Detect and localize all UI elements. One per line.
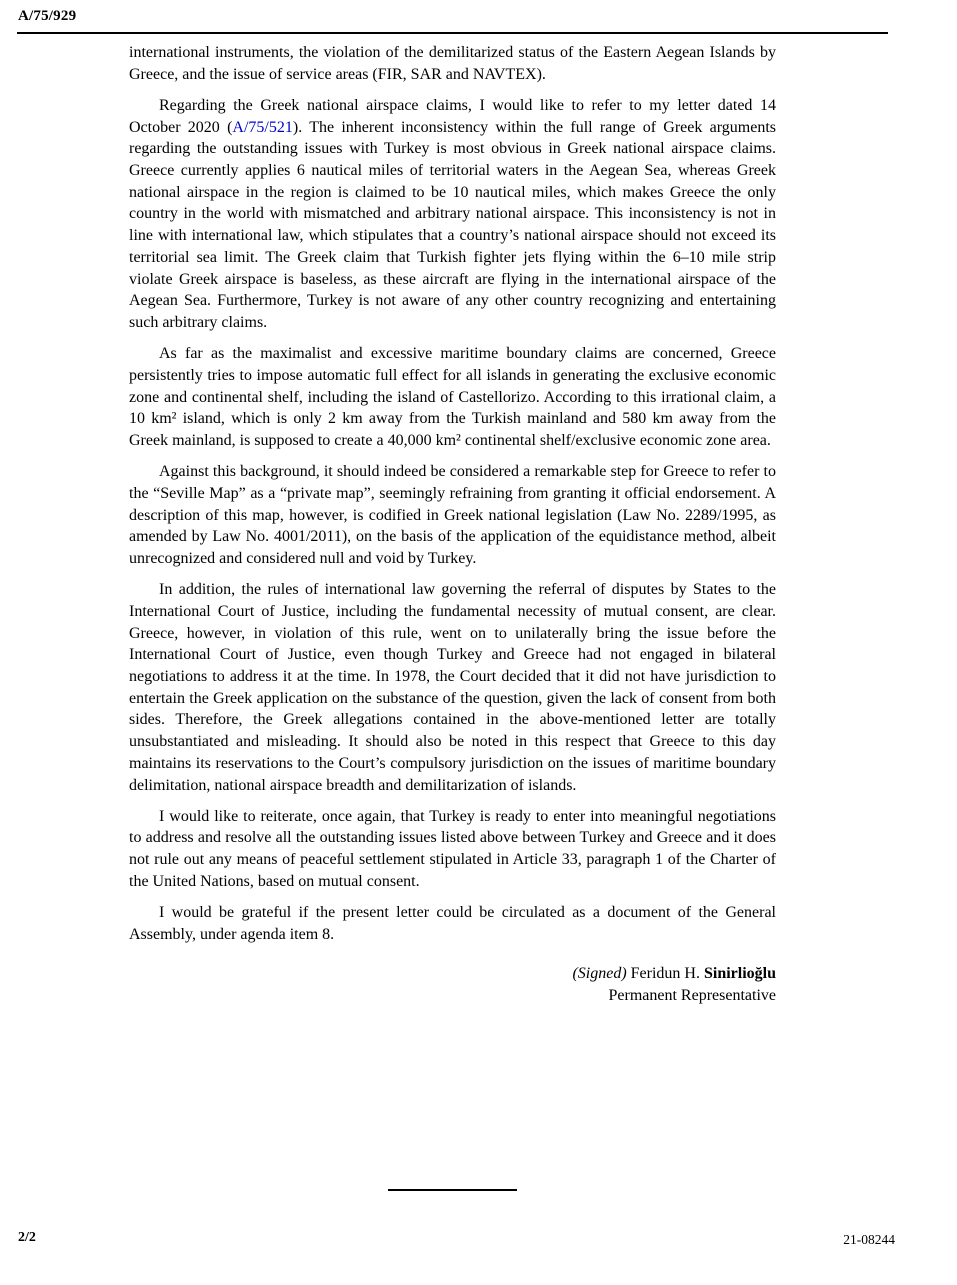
signatory-name: Feridun H.: [626, 965, 704, 983]
doc-link-a-75-521[interactable]: A/75/521: [232, 118, 293, 136]
header-rule: [17, 32, 888, 34]
document-number: 21-08244: [843, 1232, 895, 1247]
paragraph-2-text-before: Regarding the Greek national airspace claims, I would like to refer to my letter dated 14 October 2020 (: [129, 96, 776, 136]
paragraph-5: In addition, the rules of international law governing the referral of disputes by States to the International Court of Justice, including the fundamental necessity of mutual consent, are clear. Greece, however, in violation of this rule, went on to unilaterally bring the issue before the International Court of Justice, even though Turkey and Greece had not engaged in bilateral negotiations to address it at the time. In 1978, the Court decided that it did not have jurisdiction to entertain the Greek application on the substance of the question, given the lack of consent from both sides. Therefore, the Greek allegations contained in the above-mentioned letter are totally unsubstantiated and misleading. It should also be noted in this respect that Greece to this day maintains its reservations to the Court’s compulsory jurisdiction on the issues of maritime boundary delimitation, national airspace breadth and demilitarization of islands.: [129, 581, 776, 794]
signatory-surname: Sinirlioğlu: [703, 965, 776, 983]
doc-symbol: A/75/929: [18, 8, 77, 24]
page-number: 2/2: [18, 1230, 36, 1245]
paragraph-7: I would be grateful if the present letter could be circulated as a document of the General Assembly, under agenda item 8.: [129, 904, 776, 943]
paragraph-6: I would like to reiterate, once again, that Turkey is ready to enter into meaningful negotiations to address and resolve all the outstanding issues listed above between Turkey and Greece and it does not rule out any means of peaceful settlement stipulated in Article 33, paragraph 1 of the Charter of the United Nations, based on mutual consent.: [129, 807, 776, 890]
paragraph-4: Against this background, it should indeed be considered a remarkable step for Greece to refer to the “Seville Map” as a “private map”, seemingly refraining from granting it official endorsement. A description of this map, however, is codified in Greek national legislation (Law No. 2289/1995, as amended by Law No. 4001/2011), on the basis of the application of the equidistance method, albeit unrecognized and considered null and void by Turkey.: [129, 463, 776, 567]
signatory-title: Permanent Representative: [608, 987, 776, 1005]
signed-label: (Signed): [572, 965, 627, 983]
signature-block: [129, 963, 776, 1006]
letter-body: [129, 42, 776, 1007]
paragraph-2: [129, 95, 776, 334]
signature-name-line: [129, 963, 776, 985]
paragraph-3: As far as the maximalist and excessive maritime boundary claims are concerned, Greece persistently tries to impose automatic full effect for all islands in generating the exclusive economic zone and continental shelf, including the island of Castellorizo. According to this irrational claim, a 10 km² island, which is only 2 km away from the Turkish mainland and 580 km away from the Greek mainland, is supposed to create a 40,000 km² continental shelf/exclusive economic zone area.: [129, 345, 776, 449]
paragraph-2-text-after: ). The inherent inconsistency within the full range of Greek arguments regarding the outstanding issues with Turkey is most obvious in Greek national airspace claims. Greece currently applies 6 nautical miles of territorial waters in the Aegean Sea, whereas Greek national airspace in the region is claimed to be 10 nautical miles, which makes Greece the only country in the world with mismatched and arbitrary national airspace. This inconsistency is not in line with international law, which stipulates that a country’s national airspace should not exceed its territorial sea limit. The Greek claim that Turkish fighter jets flying within the 6–10 mile strip violate Greek airspace is baseless, as these aircraft are flying in the international airspace of the Aegean Sea. Furthermore, Turkey is not aware of any other country recognizing and entertaining such arbitrary claims.: [129, 118, 777, 331]
paragraph-1: international instruments, the violation of the demilitarized status of the Eastern Aegean Islands by Greece, and the issue of service areas (FIR, SAR and NAVTEX).: [129, 44, 776, 83]
footer-divider: [388, 1189, 517, 1191]
